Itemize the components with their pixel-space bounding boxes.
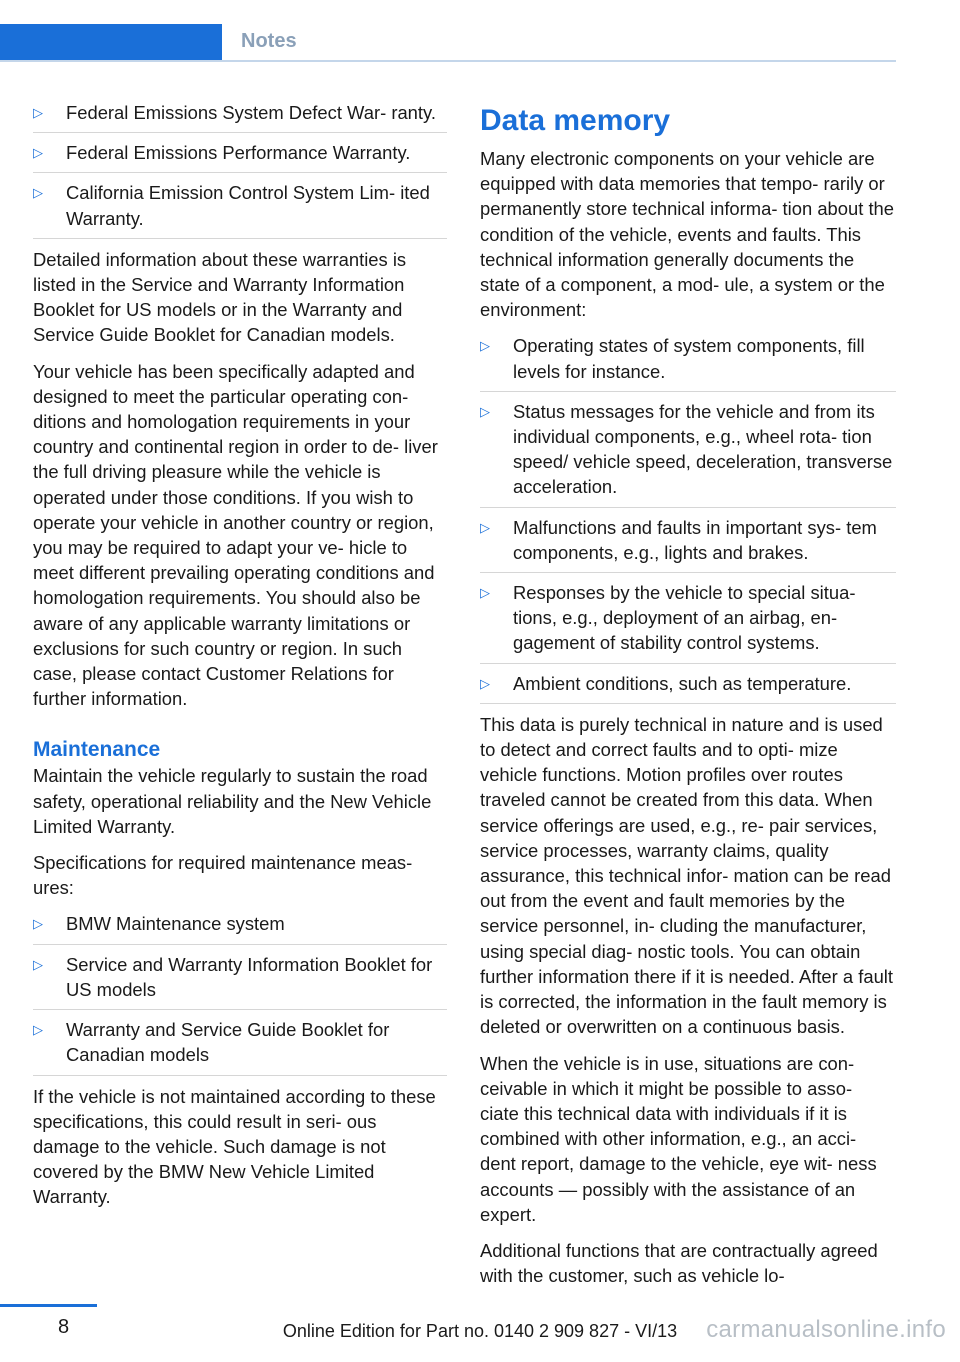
header-divider [0,60,896,62]
bullet-arrow-icon [33,911,43,936]
right-column [480,100,896,1299]
bullet-arrow-icon [33,140,43,165]
bullet-arrow-icon [480,580,490,605]
header-accent-bar [0,24,222,62]
paragraph: This data is purely technical in nature and is used to detect and correct faults and to opti‐ mize vehicle functions. Motion profiles over routes traveled cannot be created from this data. When service offerings are used, e.g., re‐ pair services, service processes, warranty claims, quality assurance, this technical infor‐ mation can be read out from the event and fault memories by the service personnel, in‐ cluding the manufacturer, using special diag‐ nostic tools. You can obtain further information there if it is needed. After a fault is corrected, the information in the fault memory is deleted or overwritten on a continuous basis. [480,713,893,1038]
bullet-arrow-icon [33,1017,43,1042]
edition-text: Online Edition for Part no. 0140 2 909 827 - VI/13 [282,1321,678,1341]
watermark: carmanualsonline.info [706,1316,946,1343]
bullet-arrow-icon [480,399,490,424]
section-heading-maintenance: Maintenance [33,738,161,762]
list-item: ▷ Service and Warranty Information Booklet for US models [33,952,447,1010]
bullet-arrow-icon [33,180,43,205]
paragraph: Many electronic components on your vehicle are equipped with data memories that tempo‐ rarily or permanently store technical informa‐ tion about the condition of the vehicle, events and faults. This technical information generally documents the state of a component, a mod‐ ule, a system or the environment: [480,148,895,321]
list-item: ▷ Ambient conditions, such as temperature. [480,671,896,704]
list-item: ▷ Federal Emissions Performance Warranty. [33,140,447,173]
paragraph: If the vehicle is not maintained according to these specifications, this could result in seri‐ ous damage to the vehicle. Such damage is not covered by the BMW New Vehicle Limited Warranty. [33,1085,436,1208]
maintenance-list [33,911,447,1075]
header-title: Notes [241,30,297,52]
left-column [33,100,447,1221]
bullet-arrow-icon [480,515,490,540]
list-item: ▷ BMW Maintenance system [33,911,447,944]
footer-accent-line [0,1304,97,1307]
bullet-arrow-icon [33,952,43,977]
list-item: ▷ Federal Emissions System Defect War‐ ranty. [33,100,447,133]
list-item: ▷ Status messages for the vehicle and from its individual components, e.g., wheel rota‐ tion speed/ vehicle speed, deceleration, transverse acceleration. [480,399,896,508]
list-item: ▷ Operating states of system components, fill levels for instance. [480,333,896,391]
list-item: ▷ Malfunctions and faults in important sys‐ tem components, e.g., lights and brakes. [480,515,896,573]
page-number: 8 [58,1316,70,1338]
section-heading-data-memory: Data memory [480,104,671,137]
list-item: ▷ Warranty and Service Guide Booklet for Canadian models [33,1017,447,1075]
paragraph: Additional functions that are contractually agreed with the customer, such as vehicle lo‐ [480,1239,878,1287]
paragraph: Specifications for required maintenance meas‐ ures: [33,852,413,899]
warranty-list [33,100,447,239]
paragraph: Your vehicle has been specifically adapted and designed to meet the particular operating con‐ ditions and homologation requirements in your country and continental region in order to de‐ liver the full driving pleasure while the vehicle is operated under those conditions. If you wish to operate your vehicle in another country or region, you may be required to adapt your ve‐ hicle to meet different prevailing operating conditions and homologation requirements. You should also be aware of any applicable warranty limitations or exclusions for such country or region. In such case, please contact Customer Relations for further information. [33,360,438,710]
paragraph: Detailed information about these warranties is listed in the Service and Warranty Information Booklet for US models or in the Warranty and Service Guide Booklet for Canadian models. [33,248,407,346]
bullet-arrow-icon [480,671,490,696]
bullet-arrow-icon [480,333,490,358]
paragraph: Maintain the vehicle regularly to sustain the road safety, operational reliability and the New Vehicle Limited Warranty. [33,765,432,837]
list-item: ▷ Responses by the vehicle to special situa‐ tions, e.g., deployment of an airbag, en‐ gagement of stability control systems. [480,580,896,664]
data-memory-list [480,333,896,703]
paragraph: When the vehicle is in use, situations are con‐ ceivable in which it might be possible to asso‐ ciate this technical data with individuals if it is combined with other information, e.g., an acci‐ dent report, damage to the vehicle, eye wit‐ ness accounts — possibly with the assistance of an expert. [480,1052,877,1225]
bullet-arrow-icon [33,100,43,125]
list-item: ▷ California Emission Control System Lim‐ ited Warranty. [33,180,447,238]
